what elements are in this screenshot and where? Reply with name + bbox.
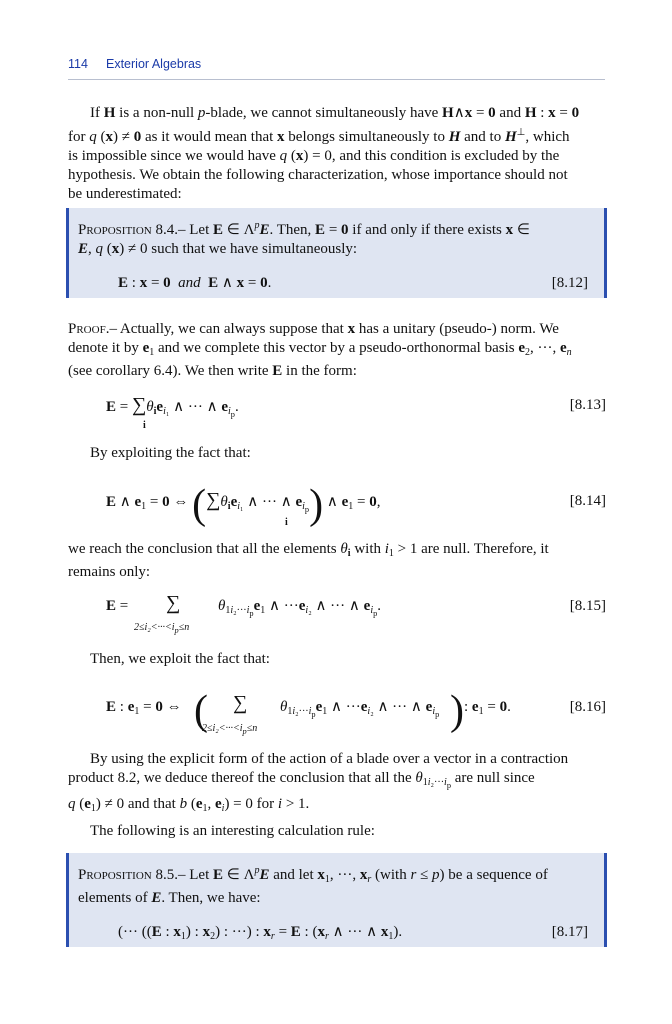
eq-number-8-12: [8.12] [551,275,588,291]
blade-line1: By using the explicit form of the action of a blade over a vector in a contraction [90,751,569,767]
para1-line2: for q (x) ≠ 0 as it would mean that x belongs simultaneously to H and to H⊥, which [68,127,570,145]
page-number: 114 [68,57,88,71]
prop84-line2: E, q (x) ≠ 0 such that we have simultaneously: [78,241,358,257]
reach-line1: we reach the conclusion that all the elements $\theta_i$ with $i_1 > 1$ are null. Therefore, it [68,541,549,559]
proposition-8-4 [66,208,607,298]
prop84-line1: Proposition 8.4.– Let E ∈ $\Lambda^pE$. Then, E = 0 if and only if there exists x ∈ [78,220,530,238]
paragraph-reach [68,540,606,582]
paragraph-blade-intro [68,104,606,204]
equation-8-16: E : $e_1 = 0$ ⇔ ( ∑ $\theta_{1i_2\cdot\cdot\cdot i_p}e_1$ ∧ $\cdot\cdot\cdot e_{i_2}$ ∧ ··· ∧ $e_{i_p}$ ) : $e_1 = 0$. $2\le i_2<\cdot\cdot\cdot<i_p\le n$ [8.16] [106,688,606,736]
prop85-label: Proposition [78,867,152,883]
equation-8-12: E : x = 0 and E ∧ x = 0. [8.12] [118,275,588,291]
blade-line3: q $(e_1) \ne 0$ and that b ($e_1$, $e_i) = 0$ for i > 1. [68,796,310,814]
para1-line4: hypothesis. We obtain the following characterization, whose importance should not [68,167,568,183]
eq-number-8-17: [8.17] [551,924,588,940]
proof-line3: (see corollary 6.4). We then write E in the form: [68,363,357,379]
eq-number-8-15: [8.15] [569,598,606,614]
para1-line1: If H is a non-null p-blade, we cannot simultaneously have H∧x = 0 and H : x = 0 [90,105,580,121]
proof-label: Proof [68,321,106,337]
prop85-line1: Proposition 8.5.– Let E ∈ $\Lambda^pE$ and let $x_1$, ···, $x_r$ (with r ≤ p) be a sequence of [78,865,548,885]
prop84-label: Proposition [78,222,152,238]
text-exploit-1: By exploiting the fact that: [90,445,251,461]
reach-line2: remains only: [68,564,151,580]
proof-line2: denote it by $e_1$ and we complete this vector by a pseudo-orthonormal basis $e_2$, ···, $e_n$ [68,340,572,358]
equation-8-15: E = ∑ $\theta_{1i_2\cdot\cdot\cdot i_p}e_1$ ∧ $\cdot\cdot\cdot e_{i_2}$ ∧ ··· ∧ $e_{i_p}$. $2\le i_2<\cdot\cdot\cdot<i_p\le n$ [8.15] [106,592,606,635]
text-calc-rule: The following is an interesting calculation rule: [90,823,375,839]
proof-line1: Proof.– Actually, we can always suppose that x has a unitary (pseudo-) norm. We [68,321,559,337]
eq-number-8-13: [8.13] [569,397,606,413]
paragraph-proof [68,320,606,381]
equation-8-14: E ∧ $e_1 = 0$ ⇔ ($\sum\theta_ie_{i_1}$ ∧ ··· ∧ $e_{i_p}$) ∧ $e_1 = 0$, i [8.14] [106,482,606,528]
equation-8-17: (··· ((E : $x_1$) : $x_2$) : ···) : $x_r = E$ : ($x_r$ ∧ ··· ∧ $x_1$). [8.17] [118,924,588,942]
running-header [68,57,605,80]
proposition-8-5 [66,853,607,947]
eq-number-8-14: [8.14] [569,493,606,509]
para1-line5: be underestimated: [68,186,182,202]
equation-8-13: $E = \sum\theta_ie_{i_1}$ ∧ ··· ∧ $e_{i_p}$. i [8.13] [106,394,606,431]
text-exploit-2: Then, we exploit the fact that: [90,651,270,667]
prop85-line2: elements of E. Then, we have: [78,890,261,906]
para1-line3: is impossible since we would have q (x) = 0, and this condition is excluded by the [68,148,560,164]
running-title: Exterior Algebras [106,57,202,71]
blade-line2: product 8.2, we deduce thereof the conclusion that all the $\theta_{1i_2\cdot\cdot\cdot i_p}$ are null since [68,770,535,790]
paragraph-blade-action [68,750,606,818]
eq-number-8-16: [8.16] [569,699,606,715]
